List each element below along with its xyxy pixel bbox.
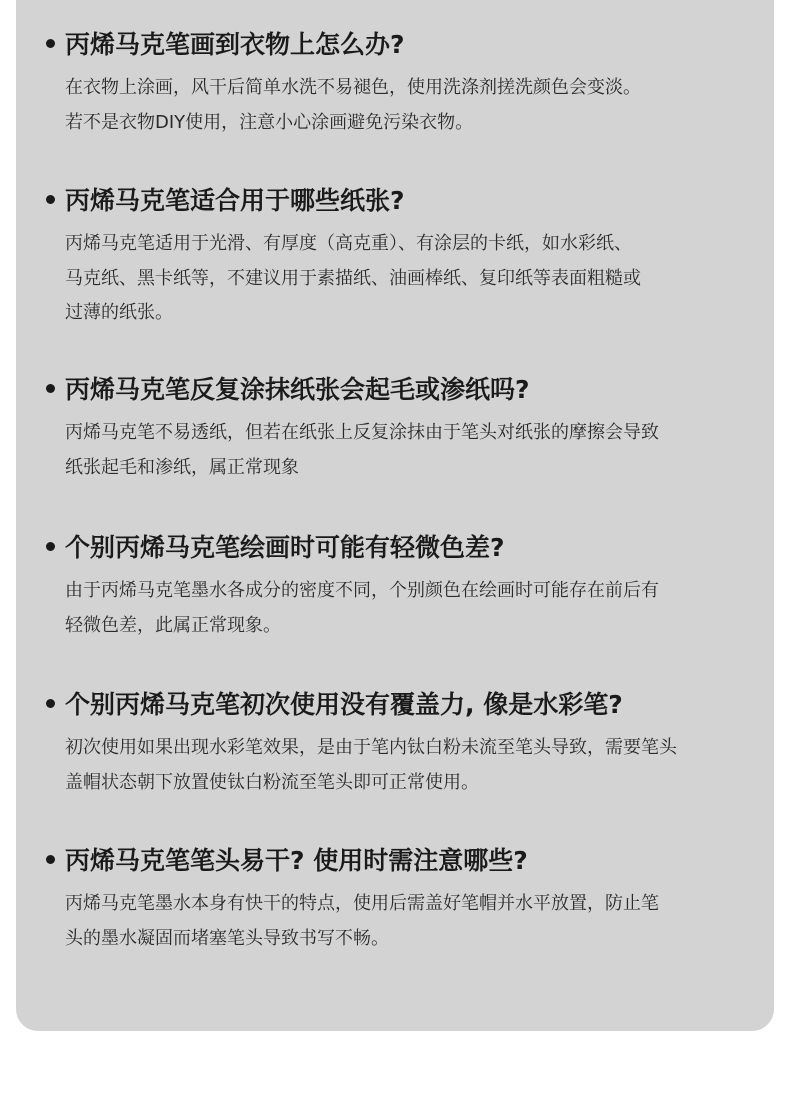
faq-answer: 由于丙烯马克笔墨水各成分的密度不同，个别颜色在绘画时可能存在前后有 轻微色差，此属正常现象。 [65, 580, 659, 636]
bullet-icon [46, 195, 55, 204]
faq-question-row [46, 843, 761, 875]
faq-item [46, 372, 761, 485]
faq-question-row [46, 183, 761, 215]
faq-answer: 初次使用如果出现水彩笔效果，是由于笔内钛白粉未流至笔头导致，需要笔头 盖帽状态朝下放置使钛白粉流至笔头即可正常使用。 [65, 737, 677, 793]
faq-question: 个别丙烯马克笔绘画时可能有轻微色差? [65, 533, 505, 562]
faq-item [46, 687, 761, 800]
faq-question: 丙烯马克笔反复涂抹纸张会起毛或渗纸吗? [65, 375, 530, 404]
faq-answer: 在衣物上涂画，风干后简单水洗不易褪色，使用洗涤剂搓洗颜色会变淡。 若不是衣物DIY使用，注意小心涂画避免污染衣物。 [65, 77, 641, 133]
faq-item [46, 530, 761, 643]
bullet-icon [46, 384, 55, 393]
faq-answer: 丙烯马克笔不易透纸，但若在纸张上反复涂抹由于笔头对纸张的摩擦会导致 纸张起毛和渗纸，属正常现象 [65, 422, 659, 478]
faq-panel [16, 0, 774, 1031]
faq-item [46, 843, 761, 956]
faq-question: 丙烯马克笔画到衣物上怎么办? [65, 30, 405, 59]
faq-item [46, 183, 761, 331]
faq-question: 丙烯马克笔笔头易干? 使用时需注意哪些? [65, 846, 528, 875]
faq-answer: 丙烯马克笔适用于光滑、有厚度（高克重）、有涂层的卡纸，如水彩纸、 马克纸、黑卡纸等，不建议用于素描纸、油画棒纸、复印纸等表面粗糙或 过薄的纸张。 [65, 233, 641, 323]
faq-question-row [46, 27, 761, 59]
faq-question: 丙烯马克笔适合用于哪些纸张? [65, 186, 405, 215]
faq-question-row [46, 530, 761, 562]
faq-question-row [46, 372, 761, 404]
bullet-icon [46, 39, 55, 48]
faq-question: 个别丙烯马克笔初次使用没有覆盖力, 像是水彩笔? [65, 690, 623, 719]
faq-question-row [46, 687, 761, 719]
bullet-icon [46, 542, 55, 551]
faq-item [46, 27, 761, 140]
bullet-icon [46, 699, 55, 708]
bullet-icon [46, 855, 55, 864]
faq-answer: 丙烯马克笔墨水本身有快干的特点，使用后需盖好笔帽并水平放置，防止笔 头的墨水凝固而堵塞笔头导致书写不畅。 [65, 893, 659, 949]
